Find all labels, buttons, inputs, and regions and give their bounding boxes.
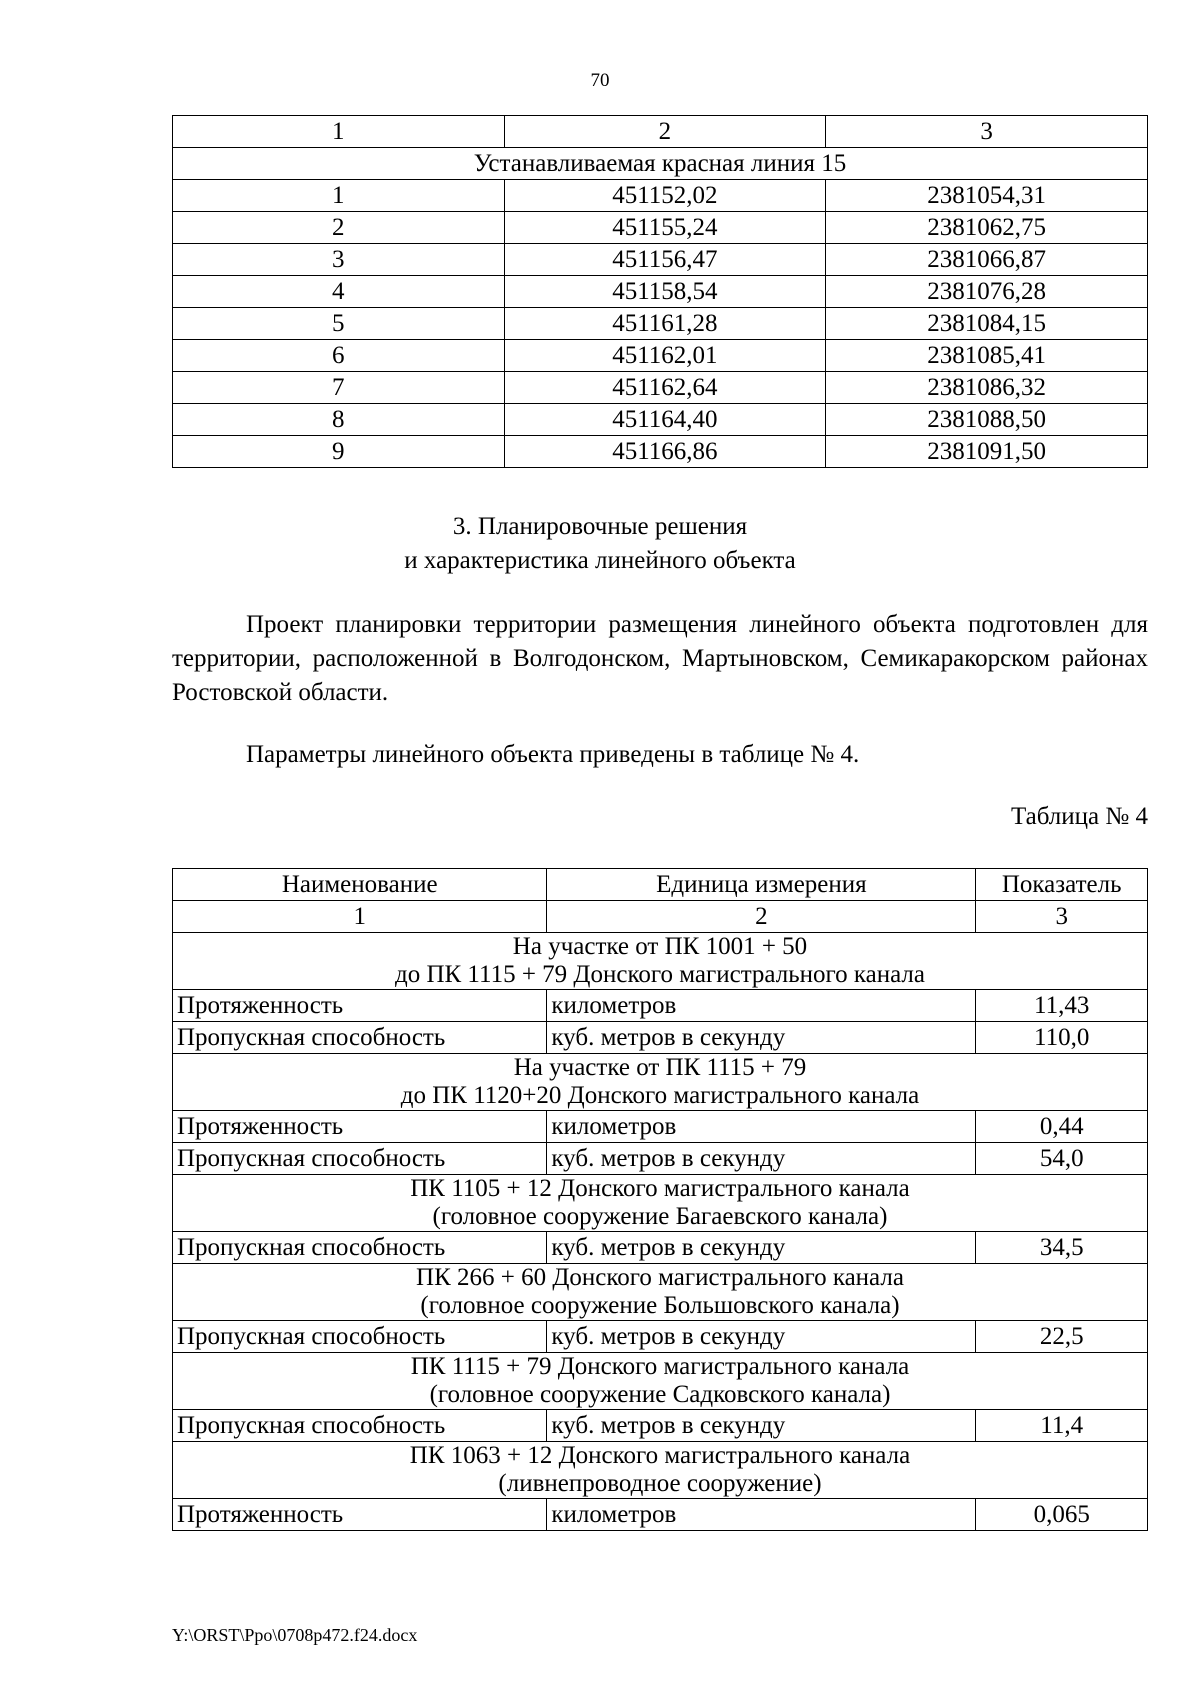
group-title-line-1: ПК 266 + 60 Донского магистрального канала [416, 1264, 904, 1291]
table-row [173, 1111, 1148, 1143]
coordinate-x: 451161,28 [504, 308, 826, 340]
parameter-name: Протяженность [173, 1499, 547, 1531]
parameters-table-body [173, 869, 1148, 1531]
group-title-line-2: (головное сооружение Садковского канала) [429, 1381, 891, 1408]
coordinate-y: 2381084,15 [826, 308, 1148, 340]
coordinate-y: 2381062,75 [826, 212, 1148, 244]
column-number-3: 3 [826, 116, 1148, 148]
group-title-line-2: (головное сооружение Багаевского канала) [432, 1203, 888, 1230]
group-title [173, 1054, 1148, 1111]
parameter-value: 0,065 [976, 1499, 1148, 1531]
coordinates-table [172, 115, 1148, 468]
coordinate-y: 2381091,50 [826, 436, 1148, 468]
group-title [173, 1353, 1148, 1410]
table-row [173, 1321, 1148, 1353]
coordinate-y: 2381086,32 [826, 372, 1148, 404]
parameter-unit: куб. метров в секунду [547, 1321, 976, 1353]
section-heading [0, 510, 1200, 578]
point-number: 3 [173, 244, 505, 276]
table-group-row [173, 933, 1148, 990]
section-title: Устанавливаемая красная линия 15 [173, 148, 1148, 180]
parameter-unit: куб. метров в секунду [547, 1022, 976, 1054]
group-title-line-2: до ПК 1120+20 Донского магистрального канала [400, 1082, 920, 1109]
group-title [173, 933, 1148, 990]
parameter-value: 110,0 [976, 1022, 1148, 1054]
parameter-name: Пропускная способность [173, 1232, 547, 1264]
table-row [173, 1232, 1148, 1264]
column-number-3: 3 [976, 901, 1148, 933]
table-header-row [173, 116, 1148, 148]
page-number: 70 [590, 70, 610, 91]
section-heading-line-2: и характеристика линейного объекта [404, 547, 796, 574]
parameter-value: 11,43 [976, 990, 1148, 1022]
parameter-name: Пропускная способность [173, 1410, 547, 1442]
parameter-value: 11,4 [976, 1410, 1148, 1442]
parameter-name: Пропускная способность [173, 1143, 547, 1175]
point-number: 5 [173, 308, 505, 340]
table-row [173, 1410, 1148, 1442]
table-row [173, 308, 1148, 340]
group-title [173, 1175, 1148, 1232]
coordinate-x: 451162,64 [504, 372, 826, 404]
point-number: 1 [173, 180, 505, 212]
coordinate-y: 2381054,31 [826, 180, 1148, 212]
column-number-2: 2 [504, 116, 826, 148]
coordinates-table-body [173, 116, 1148, 468]
column-number-1: 1 [173, 116, 505, 148]
coordinate-y: 2381066,87 [826, 244, 1148, 276]
footer-file-path: Y:\ORST\Ppo\0708p472.f24.docx [172, 1625, 418, 1645]
header-value: Показатель [976, 869, 1148, 901]
parameter-unit: куб. метров в секунду [547, 1410, 976, 1442]
table-row [173, 180, 1148, 212]
point-number: 2 [173, 212, 505, 244]
group-title-line-1: На участке от ПК 1001 + 50 [512, 933, 808, 960]
parameter-name: Протяженность [173, 990, 547, 1022]
coordinate-y: 2381088,50 [826, 404, 1148, 436]
parameter-unit: километров [547, 1499, 976, 1531]
section-heading-line-1: 3. Планировочные решения [452, 513, 748, 540]
group-title [173, 1264, 1148, 1321]
table-row [173, 1143, 1148, 1175]
coordinate-x: 451162,01 [504, 340, 826, 372]
table-row [173, 372, 1148, 404]
coordinate-x: 451164,40 [504, 404, 826, 436]
parameter-name: Протяженность [173, 1111, 547, 1143]
parameter-unit: куб. метров в секунду [547, 1232, 976, 1264]
column-number-1: 1 [173, 901, 547, 933]
header-name: Наименование [173, 869, 547, 901]
table-caption: Таблица № 4 [1010, 803, 1148, 830]
table-row [173, 1499, 1148, 1531]
coordinate-x: 451152,02 [504, 180, 826, 212]
table-row [173, 990, 1148, 1022]
point-number: 6 [173, 340, 505, 372]
table-row [173, 276, 1148, 308]
table-row [173, 244, 1148, 276]
paragraph-parameters: Параметры линейного объекта приведены в таблице № 4. [246, 741, 860, 768]
group-title-line-2: (головное сооружение Большовского канала) [420, 1292, 900, 1319]
group-title [173, 1442, 1148, 1499]
table-group-row [173, 1264, 1148, 1321]
table-header-row [173, 869, 1148, 901]
group-title-line-1: ПК 1115 + 79 Донского магистрального канала [410, 1353, 910, 1380]
table-group-row [173, 1054, 1148, 1111]
point-number: 9 [173, 436, 505, 468]
parameter-value: 54,0 [976, 1143, 1148, 1175]
coordinate-x: 451158,54 [504, 276, 826, 308]
group-title-line-2: (ливнепроводное сооружение) [498, 1470, 822, 1497]
group-title-line-2: до ПК 1115 + 79 Донского магистрального канала [394, 961, 926, 988]
coordinate-y: 2381076,28 [826, 276, 1148, 308]
header-unit: Единица измерения [547, 869, 976, 901]
coordinate-x: 451155,24 [504, 212, 826, 244]
table-row [173, 1022, 1148, 1054]
table-row [173, 212, 1148, 244]
table-row [173, 404, 1148, 436]
group-title-line-1: ПК 1063 + 12 Донского магистрального канала [409, 1442, 911, 1469]
table-section-row [173, 148, 1148, 180]
parameter-unit: километров [547, 1111, 976, 1143]
table-row [173, 340, 1148, 372]
table-group-row [173, 1175, 1148, 1232]
coordinate-x: 451156,47 [504, 244, 826, 276]
group-title-line-1: На участке от ПК 1115 + 79 [513, 1054, 807, 1081]
parameter-unit: куб. метров в секунду [547, 1143, 976, 1175]
table-group-row [173, 1442, 1148, 1499]
parameter-value: 34,5 [976, 1232, 1148, 1264]
point-number: 8 [173, 404, 505, 436]
paragraph-project: Проект планировки территории размещения линейного объекта подготовлен для территории, расположенной в Волгодонском, Мартыновском, Семикаракорском районах Ростовской области. [172, 611, 1148, 706]
parameter-value: 0,44 [976, 1111, 1148, 1143]
parameter-name: Пропускная способность [173, 1321, 547, 1353]
table-group-row [173, 1353, 1148, 1410]
parameter-name: Пропускная способность [173, 1022, 547, 1054]
coordinate-x: 451166,86 [504, 436, 826, 468]
parameter-value: 22,5 [976, 1321, 1148, 1353]
table-row [173, 436, 1148, 468]
parameters-table [172, 868, 1148, 1531]
parameter-unit: километров [547, 990, 976, 1022]
coordinate-y: 2381085,41 [826, 340, 1148, 372]
point-number: 7 [173, 372, 505, 404]
group-title-line-1: ПК 1105 + 12 Донского магистрального канала [410, 1175, 910, 1202]
point-number: 4 [173, 276, 505, 308]
table-number-row [173, 901, 1148, 933]
column-number-2: 2 [547, 901, 976, 933]
